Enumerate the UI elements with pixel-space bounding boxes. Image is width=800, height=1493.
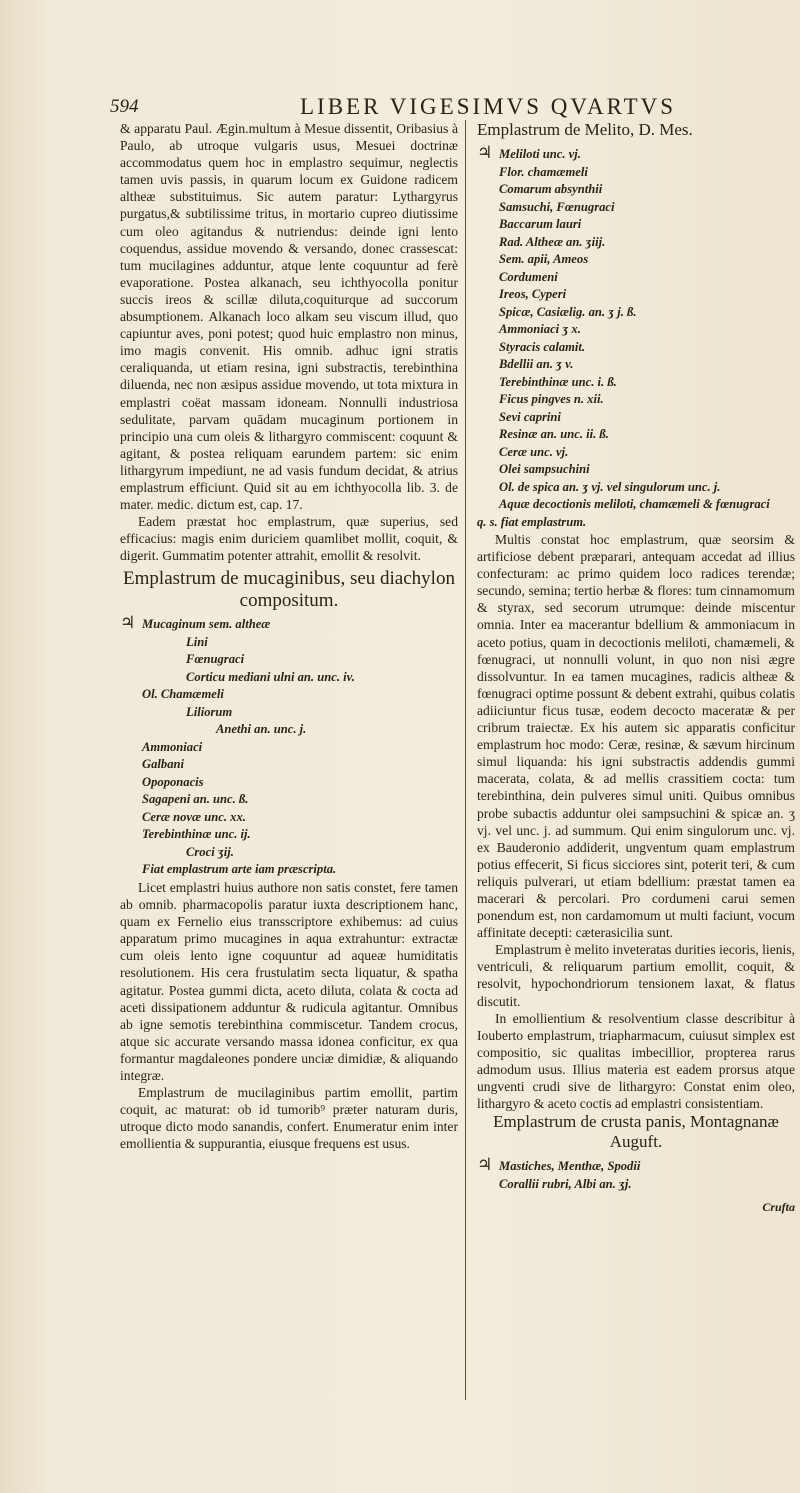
paragraph: Emplastrum de mucilaginibus partim emollit, partim coquit, ac maturat: ob id tumorib⁹ præter naturam duris, utroque dicto modo sanandis, confert. Enumeratur enim inter emollientia & suppurantia, eiusque frequens est usus. [120,1085,458,1152]
recipe-line [120,739,458,757]
paragraph: Eadem præstat hoc emplastrum, quæ superius, sed efficacius: magis enim duriciem quamlibet mollit, coquit, & digerit. Gummatim potenter attrahit, emollit & resolvit. [120,514,458,564]
paragraph: Multis constat hoc emplastrum, quæ seorsim & artificiose debent præparari, antequam accedat ad illius confecturam: ac primo quidem loco radices terendæ; secundo, semina; tertio herbæ & flores: tum cinnamomum & styrax, sed secorum utrumque: deinde miscentur omnia. Inter ea macerantur bdellium & ammoniacum in aceto potius, quam in decoctionis meliloti, chamæmeli, & fœnugraci, ut nonnulli volunt, in quo non nisi ægre dissolvuntur. In ea tamen mucagines, radicis altheæ & fœnugraci optime possunt & debent extrahi, quibus colatis adiiciuntur ficus tusæ, eodem decocto maceratæ & per cribrum traiectæ. Ex his autem sic apparatis conficitur emplastrum hoc modo: Ceræ, resinæ, & sævum hircinum simul liquanda: his igni substractis addendis gummi macerata, colata, & ad mellis crassitiem cocta: tum terebinthina, dein pulveres simul uniti. Quibus omnibus probe subactis adduntur olei sampsuchini & spicæ an. ʒ vj. vel unc. j. ad summum. Qui enim singulorum unc. vj. ex Bauderonio addiderit, ungventum quam emplastrum potius effecerit, Si ficus sicciores sint, poterit teri, & cum reliquis pulverari, ut etiam bdellium: præstat tamen ea macerari & percolari. Pro cordumeni carui semen ponendum est, non cardamomum ut multi faciunt, vocum affinitate decepti: cæterasicilia sunt. [477,532,795,941]
recipe-ingredient: Rad. Altheæ an. ʒiij. [499,234,606,249]
recipe-ingredient: Ammoniaci [142,739,203,754]
recipe-ingredient: Ficus pingves n. xii. [499,392,604,406]
recipe-ingredient: Meliloti unc. vj. [499,147,581,161]
recipe-line [477,1156,795,1176]
recipe-ingredient: Galbani [142,757,184,772]
section-heading: Emplastrum de Melito, D. Mes. [477,120,693,139]
paragraph: Emplastrum è melito inveteratas durities iecoris, lienis, ventriculi, & reliquarum partium emollit, coquit, & resolvit, hypochondriorum tensionem laxat, & flatus discutit. [477,942,795,1009]
recipe-line [120,704,458,722]
recipe-ingredient: Anethi an. unc. j. [216,722,307,737]
recipe-ingredient: Corticu mediani ulni an. unc. iv. [186,669,355,684]
recipe-line [120,686,458,704]
recipe-ingredient: Corallii rubri, Albi an. ʒj. [499,1176,632,1191]
recipe-list [477,1156,795,1193]
recipe-ingredient: Samsuchi, Fœnugraci [499,199,615,214]
recipe-ingredient: Liliorum [186,704,233,719]
recipe-line [120,774,458,792]
recipe-line [477,321,795,339]
recipe-ingredient: Fiat emplastrum arte iam præscripta. [142,862,337,877]
recipe-line [477,444,795,462]
recipe-ingredient: Fœnugraci [186,652,245,667]
recipe-line [477,269,795,287]
recipe-line [120,756,458,774]
column-divider [465,120,466,1400]
recipe-symbol-icon: ♃ [477,1155,493,1175]
recipe-line [120,861,458,879]
recipe-ingredient: Ol. de spica an. ʒ vj. vel singulorum unc. j. [499,479,721,494]
recipe-line [120,614,458,634]
recipe-line [477,199,795,217]
recipe-ingredient: q. s. fiat emplastrum. [477,514,587,529]
recipe-line [477,339,795,357]
recipe-ingredient: Ol. Chamæmeli [142,687,224,702]
recipe-line [477,461,795,479]
recipe-list [477,144,795,531]
recipe-line [477,144,795,164]
recipe-ingredient: Flor. chamæmeli [499,164,588,179]
recipe-line [120,809,458,827]
recipe-ingredient: Ceræ novæ unc. xx. [142,809,246,824]
recipe-symbol-icon: ♃ [120,613,136,633]
running-title: LIBER VIGESIMVS QVARTVS [300,94,677,119]
section-heading: Emplastrum de crusta panis, Montagnanæ Auguft. [493,1112,779,1152]
recipe-line [477,356,795,374]
recipe-line [477,234,795,252]
paragraph: Licet emplastri huius authore non satis constet, fere tamen ab omnib. pharmacopolis paratur iuxta descriptionem hanc, quam ex Fernelio eius transscriptore exhibemus: ad cuius apparatum primo mucagines in aqua extrahuntur: extractæ cum oleis lento igne coquuntur ad aqueæ humiditatis resolutionem. His cera frustulatim secta liquatur, & spatha agitatur. Postea gummi dicta, aceto diluta, colata & cocta ad aceti dissipationem adduntur & rudicula agitantur. Omnibus ab igne semotis terebinthina commiscetur. Tandem crocus, atque sic accurate versando massa idonea conficitur, ex qua formantur magdaleones pondere unciæ dimidiæ, & aliquando integræ. [120,879,458,1083]
page-number: 594 [110,96,139,117]
recipe-ingredient: Lini [186,634,208,649]
recipe-symbol-icon: ♃ [477,143,493,162]
recipe-ingredient: Aquæ decoctionis meliloti, chamæmeli & fœnugraci [499,497,770,511]
recipe-ingredient: Mastiches, Menthæ, Spodii [499,1159,641,1174]
recipe-line [477,479,795,497]
recipe-line [120,826,458,844]
recipe-ingredient: Spicæ, Casiælig. an. ʒ j. ß. [499,304,637,319]
recipe-ingredient: Croci ʒij. [186,844,234,859]
recipe-ingredient: Baccarum lauri [499,217,582,231]
recipe-ingredient: Styracis calamit. [499,339,586,354]
recipe-ingredient: Olei sampsuchini [499,462,590,476]
recipe-line [477,496,795,514]
recipe-ingredient: Ireos, Cyperi [499,287,567,301]
recipe-ingredient: Cordumeni [499,269,558,284]
recipe-ingredient: Opoponacis [142,774,204,789]
section-heading: Emplastrum de mucaginibus, seu diachylon compositum. [123,568,455,612]
page-header [110,96,790,122]
recipe-line [477,374,795,392]
paragraph: In emollientium & resolventium classe describitur à Iouberto emplastrum, triapharmacum, cuiusut simplex est compositio, sic qualitas imbecillior, propterea rarus admodum usus. Illius materia est eadem prorsus atque ungventi crudi sive de lithargyro: Constat enim oleo, lithargyro & aceto coctis ad emplastri consistentiam. [477,1010,795,1112]
recipe-line [477,251,795,269]
recipe-ingredient: Ammoniaci ʒ x. [499,322,581,336]
recipe-line [477,286,795,304]
recipe-list [120,614,458,879]
right-column [477,120,795,1216]
recipe-line [120,791,458,809]
recipe-line [477,409,795,427]
recipe-line [120,844,458,862]
recipe-ingredient: Comarum absynthii [499,182,603,196]
paragraph: & apparatu Paul. Ægin.multum à Mesue dissentit, Oribasius à Paulo, ab utroque vulgaris usus, Mesuei doctrinæ accommodatus quem hoc in emplastro sequimur, neglectis tamen uvis passis, in quarum locum ex Guidone radicem altheæ substituimus. Sic autem paratur: Lythargyrus purgatus,& subtilissime tritus, in mortario cupreo diutissime cum oleo agitandus & nutriendus: deinde igni lento coquendus, assidue movendo & versando, donec crassescat: tum mucilagines adduntur, atque lente coquuntur ad ferè evaporatione. Postea alkanach, seu ichthyocolla ponitur succis ireos & scillæ diluta,coquiturque ad succorum absumptionem. Alkanach loco alkam seu viscum illud, quo capiuntur aves, poni potest; quod huic emplastro non minus, imo magis convenit. His omnib. adhuc igni stratis ceraliquanda, ut etiam resina, igni substractis, terebinthina diluenda, nec non æsipus assidue movendo, ut tota mixtura in emplastri coëat massam idoneam. Nonnulli industriosa sedulitate, parvam quādam mucaginum portionem in principio una cum oleis & lithargyro commiscent: coquunt & agitant, & postea reliquam earundem partem: sic enim lithargyrum impediunt, ne ad vasis fundum decidat, & atrius emplastrum efficiunt. Quid sit au em ichthyocolla lib. 3. de mater. medic. dictum est, cap. 17. [120,121,458,513]
recipe-ingredient: Resinæ an. unc. ii. ß. [499,427,609,441]
recipe-line [120,651,458,669]
recipe-ingredient: Ceræ unc. vj. [499,444,569,459]
recipe-line [120,669,458,687]
recipe-line [477,391,795,409]
recipe-line [120,634,458,652]
recipe-line [477,1176,795,1194]
left-column [120,120,458,1152]
recipe-ingredient: Bdellii an. ʒ v. [499,357,574,371]
recipe-line [477,426,795,444]
recipe-line [477,304,795,322]
recipe-ingredient: Sem. apii, Ameos [499,252,589,266]
catchword: Crufta [762,1200,795,1215]
recipe-ingredient: Terebinthinæ unc. ij. [142,827,251,842]
recipe-line [477,216,795,234]
recipe-ingredient: Terebinthinæ unc. i. ß. [499,374,617,389]
recipe-ingredient: Mucaginum sem. altheæ [142,617,271,632]
recipe-line [477,181,795,199]
recipe-line [120,721,458,739]
recipe-ingredient: Sevi caprini [499,409,561,424]
recipe-ingredient: Sagapeni an. unc. ß. [142,792,249,807]
recipe-line [477,164,795,182]
recipe-line [477,514,795,532]
